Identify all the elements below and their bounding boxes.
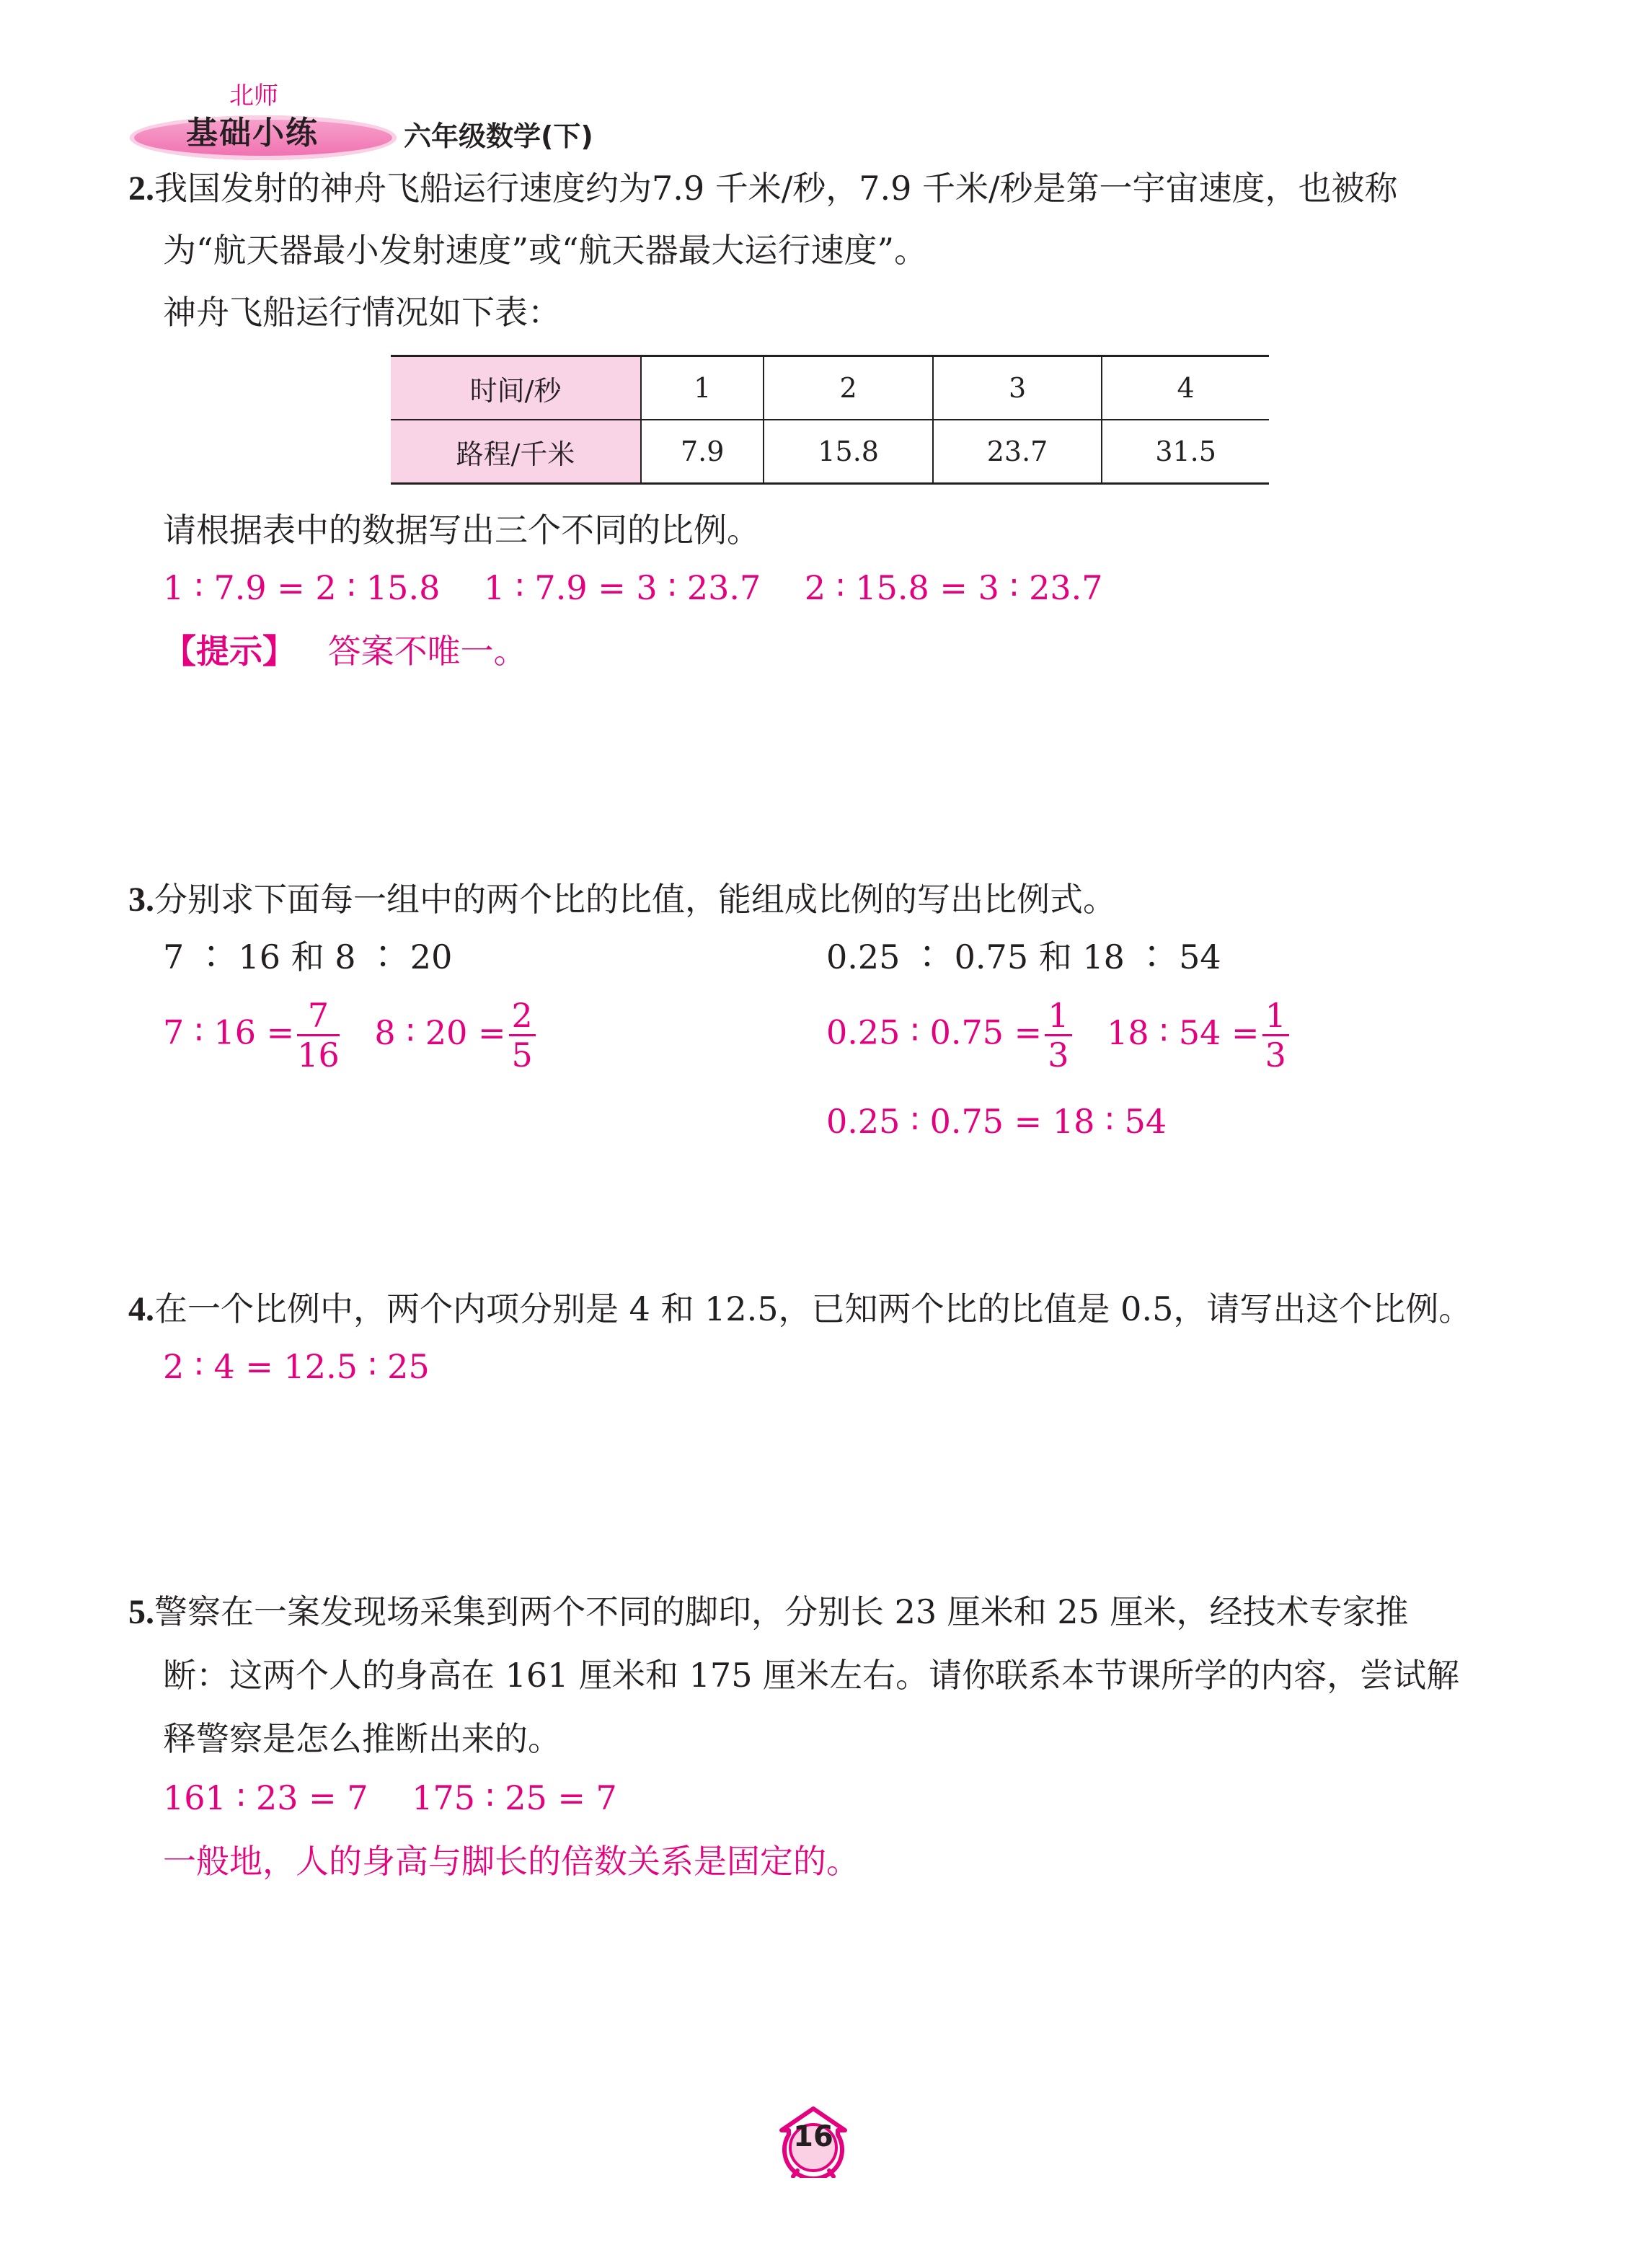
q3-right-ratio-a: 0.25 ∶ 0.75 = bbox=[826, 1012, 1043, 1052]
q2-prompt: 请根据表中的数据写出三个不同的比例。 bbox=[163, 511, 760, 550]
q3-left-ratio-a: 7 ∶ 16 = bbox=[163, 1012, 295, 1052]
q5-answer1: 161 ∶ 23 = 7 175 ∶ 25 = 7 bbox=[163, 1778, 617, 1817]
fraction-numerator: 1 bbox=[1045, 997, 1071, 1036]
table-cell: 1 bbox=[641, 356, 764, 420]
fraction-numerator: 7 bbox=[297, 997, 340, 1036]
q3-line bbox=[128, 878, 1116, 921]
hint-text: 答案不唯一。 bbox=[327, 632, 527, 671]
table-row bbox=[391, 420, 1269, 484]
table-row bbox=[391, 356, 1269, 420]
q2-line3: 神舟飞船运行情况如下表： bbox=[163, 293, 561, 332]
q3-number: 3. bbox=[128, 881, 154, 919]
hint-label: 【提示】 bbox=[163, 632, 296, 671]
fraction bbox=[1045, 997, 1071, 1074]
table-cell: 4 bbox=[1102, 356, 1269, 420]
fraction bbox=[1262, 997, 1289, 1074]
q2-hint bbox=[163, 630, 527, 672]
q3-left-pair: 7 ∶ 16 和 8 ∶ 20 bbox=[163, 937, 453, 976]
q2-line1 bbox=[128, 167, 1398, 210]
q3-proportion: 0.25 ∶ 0.75 = 18 ∶ 54 bbox=[826, 1102, 1167, 1141]
page-number: 16 bbox=[793, 2120, 833, 2153]
q5-line1-text: 警察在一案发现场采集到两个不同的脚印，分别长 23 厘米和 25 厘米，经技术专家推 bbox=[154, 1592, 1409, 1631]
q3-left-answer bbox=[163, 997, 539, 1074]
fraction-denominator: 16 bbox=[297, 1036, 340, 1075]
q2-line1-text: 我国发射的神舟飞船运行速度约为7.9 千米/秒，7.9 千米/秒是第一宇宙速度，也被称 bbox=[154, 169, 1398, 208]
table-cell: 3 bbox=[933, 356, 1102, 420]
fraction-numerator: 1 bbox=[1262, 997, 1289, 1036]
table-row-header: 路程/千米 bbox=[391, 420, 641, 484]
table-cell: 2 bbox=[764, 356, 932, 420]
q3-right-ratio-b: 18 ∶ 54 = bbox=[1107, 1012, 1260, 1052]
q2-answer: 1 ∶ 7.9 = 2 ∶ 15.8 1 ∶ 7.9 = 3 ∶ 23.7 2 ∶ 15.8 = 3 ∶ 23.7 bbox=[163, 568, 1103, 607]
fraction-denominator: 5 bbox=[511, 1036, 533, 1075]
badge-series-title: 基础小练 bbox=[186, 115, 319, 151]
q3-question: 分别求下面每一组中的两个比的比值，能组成比例的写出比例式。 bbox=[154, 880, 1116, 919]
q5-line1 bbox=[128, 1591, 1409, 1633]
q2-line2: 为“航天器最小发射速度”或“航天器最大运行速度”。 bbox=[163, 231, 928, 270]
q3-right-answer bbox=[826, 997, 1292, 1074]
q4-question: 在一个比例中，两个内项分别是 4 和 12.5，已知两个比的比值是 0.5，请写出这个比例。 bbox=[154, 1289, 1472, 1328]
table-cell: 7.9 bbox=[641, 420, 764, 484]
table-cell: 31.5 bbox=[1102, 420, 1269, 484]
fraction-denominator: 3 bbox=[1048, 1036, 1069, 1075]
book-subtitle: 六年级数学(下) bbox=[404, 120, 593, 152]
q3-right-pair: 0.25 ∶ 0.75 和 18 ∶ 54 bbox=[826, 937, 1221, 976]
q4-number: 4. bbox=[128, 1290, 154, 1328]
q3-left-ratio-b: 8 ∶ 20 = bbox=[374, 1012, 506, 1052]
table-cell: 23.7 bbox=[933, 420, 1102, 484]
q5-line3: 释警察是怎么推断出来的。 bbox=[163, 1719, 561, 1758]
fraction-numerator: 2 bbox=[509, 997, 536, 1036]
q2-number: 2. bbox=[128, 169, 154, 208]
q5-number: 5. bbox=[128, 1593, 154, 1631]
spaceship-table bbox=[391, 355, 1269, 485]
badge-publisher: 北师 bbox=[229, 81, 278, 110]
q4-answer: 2 ∶ 4 = 12.5 ∶ 25 bbox=[163, 1347, 430, 1386]
table-cell: 15.8 bbox=[764, 420, 932, 484]
fraction-denominator: 3 bbox=[1265, 1036, 1286, 1075]
table-row-header: 时间/秒 bbox=[391, 356, 641, 420]
q5-answer2: 一般地，人的身高与脚长的倍数关系是固定的。 bbox=[163, 1842, 859, 1881]
q5-line2: 断：这两个人的身高在 161 厘米和 175 厘米左右。请你联系本节课所学的内容，尝试解 bbox=[163, 1656, 1460, 1695]
fraction bbox=[297, 997, 340, 1074]
fraction bbox=[509, 997, 536, 1074]
q4-line bbox=[128, 1288, 1472, 1331]
